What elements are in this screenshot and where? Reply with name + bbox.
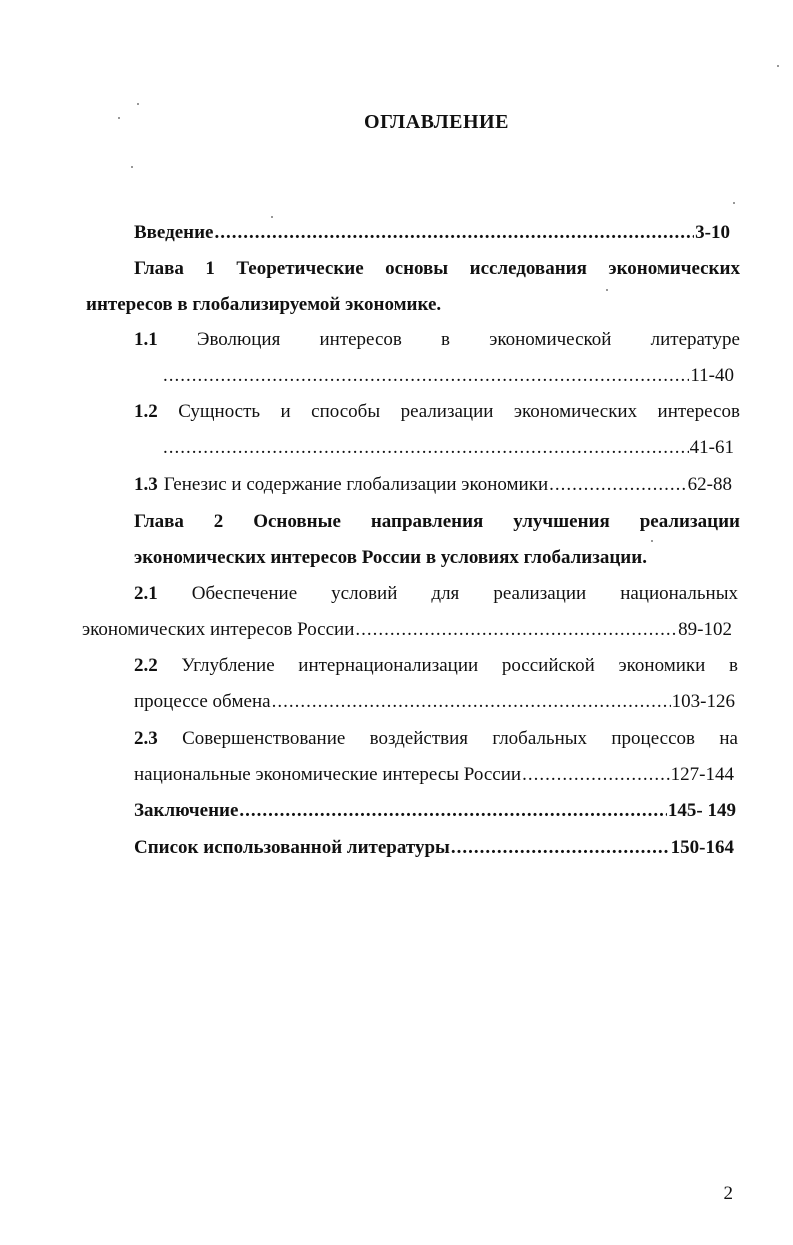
toc-references[interactable] xyxy=(134,836,734,860)
word: 2 xyxy=(213,511,224,532)
word: в xyxy=(729,655,738,676)
toc-pages: 41-61 xyxy=(689,437,734,458)
toc-label: Заключение xyxy=(134,800,239,821)
word: Углубление xyxy=(181,655,275,676)
word: направления xyxy=(370,511,484,532)
dot-leader xyxy=(163,436,689,460)
toc-pages: 89-102 xyxy=(678,619,732,640)
section-number: 2.2 xyxy=(134,655,158,676)
word: Глава xyxy=(134,511,184,532)
word: экономических xyxy=(513,401,638,422)
scan-speck xyxy=(606,289,608,291)
toc-section-1-1-line2[interactable] xyxy=(162,364,734,388)
toc-section-1-3[interactable] xyxy=(134,473,732,497)
toc-pages: 11-40 xyxy=(690,365,734,386)
word: основы xyxy=(385,258,449,279)
word: литературе xyxy=(650,329,740,350)
word: Совершенствование xyxy=(182,728,346,749)
toc-section-2-3-line1[interactable] xyxy=(134,727,738,751)
toc-section-2-3-line2[interactable] xyxy=(134,763,734,787)
word: способы xyxy=(311,401,381,422)
word: для xyxy=(431,583,460,604)
word: воздействия xyxy=(369,728,469,749)
word: Обеспечение xyxy=(191,583,298,604)
word: российской xyxy=(501,655,595,676)
toc-section-2-2-line1[interactable] xyxy=(134,654,738,678)
toc-chapter-1-line1[interactable] xyxy=(134,257,740,281)
word: интересов xyxy=(319,329,402,350)
dot-leader xyxy=(451,836,670,860)
toc-label: национальные экономические интересы России xyxy=(134,764,522,785)
dot-leader xyxy=(239,799,667,823)
section-number: 1.3 xyxy=(134,474,158,495)
word: Сущность xyxy=(178,401,261,422)
toc-section-2-1-line1[interactable] xyxy=(134,582,738,606)
word: интересов xyxy=(657,401,740,422)
word: Глава xyxy=(134,258,184,279)
toc-label: Генезис и содержание глобализации экономики xyxy=(163,474,549,495)
word: улучшения xyxy=(513,511,610,532)
word: экономической xyxy=(489,329,612,350)
toc-pages: 127-144 xyxy=(670,764,734,785)
dot-leader xyxy=(215,221,695,245)
scan-speck xyxy=(131,166,133,168)
scan-speck xyxy=(777,65,779,67)
toc-chapter-2-line1[interactable] xyxy=(134,510,740,534)
word: Эволюция xyxy=(196,329,281,350)
scan-speck xyxy=(137,103,139,105)
word: экономических xyxy=(608,258,740,279)
toc-label: Список использованной литературы xyxy=(134,837,450,858)
word: реализации xyxy=(493,583,587,604)
toc-section-2-1-line2[interactable] xyxy=(82,618,732,642)
word: интернационализации xyxy=(298,655,479,676)
word: национальных xyxy=(620,583,738,604)
toc-pages: 62-88 xyxy=(687,474,732,495)
dot-leader xyxy=(355,618,677,642)
dot-leader xyxy=(522,763,670,787)
word: на xyxy=(719,728,738,749)
word: реализации xyxy=(639,511,740,532)
section-number: 2.3 xyxy=(134,728,158,749)
toc-section-1-1-line1[interactable] xyxy=(134,328,740,352)
section-number: 1.1 xyxy=(134,329,158,350)
toc-conclusion[interactable] xyxy=(134,799,736,823)
dot-leader xyxy=(272,690,671,714)
word: Теоретические xyxy=(236,258,364,279)
word: глобальных xyxy=(492,728,588,749)
section-number: 1.2 xyxy=(134,401,158,422)
toc-pages: 103-126 xyxy=(671,691,735,712)
word: и xyxy=(280,401,291,422)
toc-label: Введение xyxy=(134,222,214,243)
scan-speck xyxy=(271,216,273,218)
word: исследования xyxy=(469,258,587,279)
dot-leader xyxy=(549,473,687,497)
toc-pages: 150-164 xyxy=(670,837,734,858)
word: Основные xyxy=(253,511,341,532)
toc-section-1-2-line2[interactable] xyxy=(162,436,734,460)
toc-intro[interactable] xyxy=(134,221,730,245)
toc-pages: 3-10 xyxy=(695,222,730,243)
page-title: ОГЛАВЛЕНИЕ xyxy=(364,111,509,133)
toc-chapter-2-line2: экономических интересов России в условиях глобализации. xyxy=(134,547,647,568)
toc-chapter-1-line2: интересов в глобализируемой экономике. xyxy=(86,294,442,315)
toc-section-2-2-line2[interactable] xyxy=(134,690,735,714)
page-number: 2 xyxy=(723,1183,733,1204)
toc-section-1-2-line1[interactable] xyxy=(134,400,740,424)
dot-leader xyxy=(163,364,689,388)
toc-label: процессе обмена xyxy=(134,691,271,712)
word: 1 xyxy=(205,258,215,279)
word: реализации xyxy=(400,401,494,422)
toc-label: экономических интересов России xyxy=(82,619,355,640)
scan-speck xyxy=(651,540,653,542)
word: экономики xyxy=(618,655,706,676)
scan-speck xyxy=(733,202,735,204)
toc-pages: 145- 149 xyxy=(667,800,736,821)
section-number: 2.1 xyxy=(134,583,158,604)
word: в xyxy=(441,329,451,350)
word: условий xyxy=(331,583,398,604)
word: процессов xyxy=(611,728,695,749)
